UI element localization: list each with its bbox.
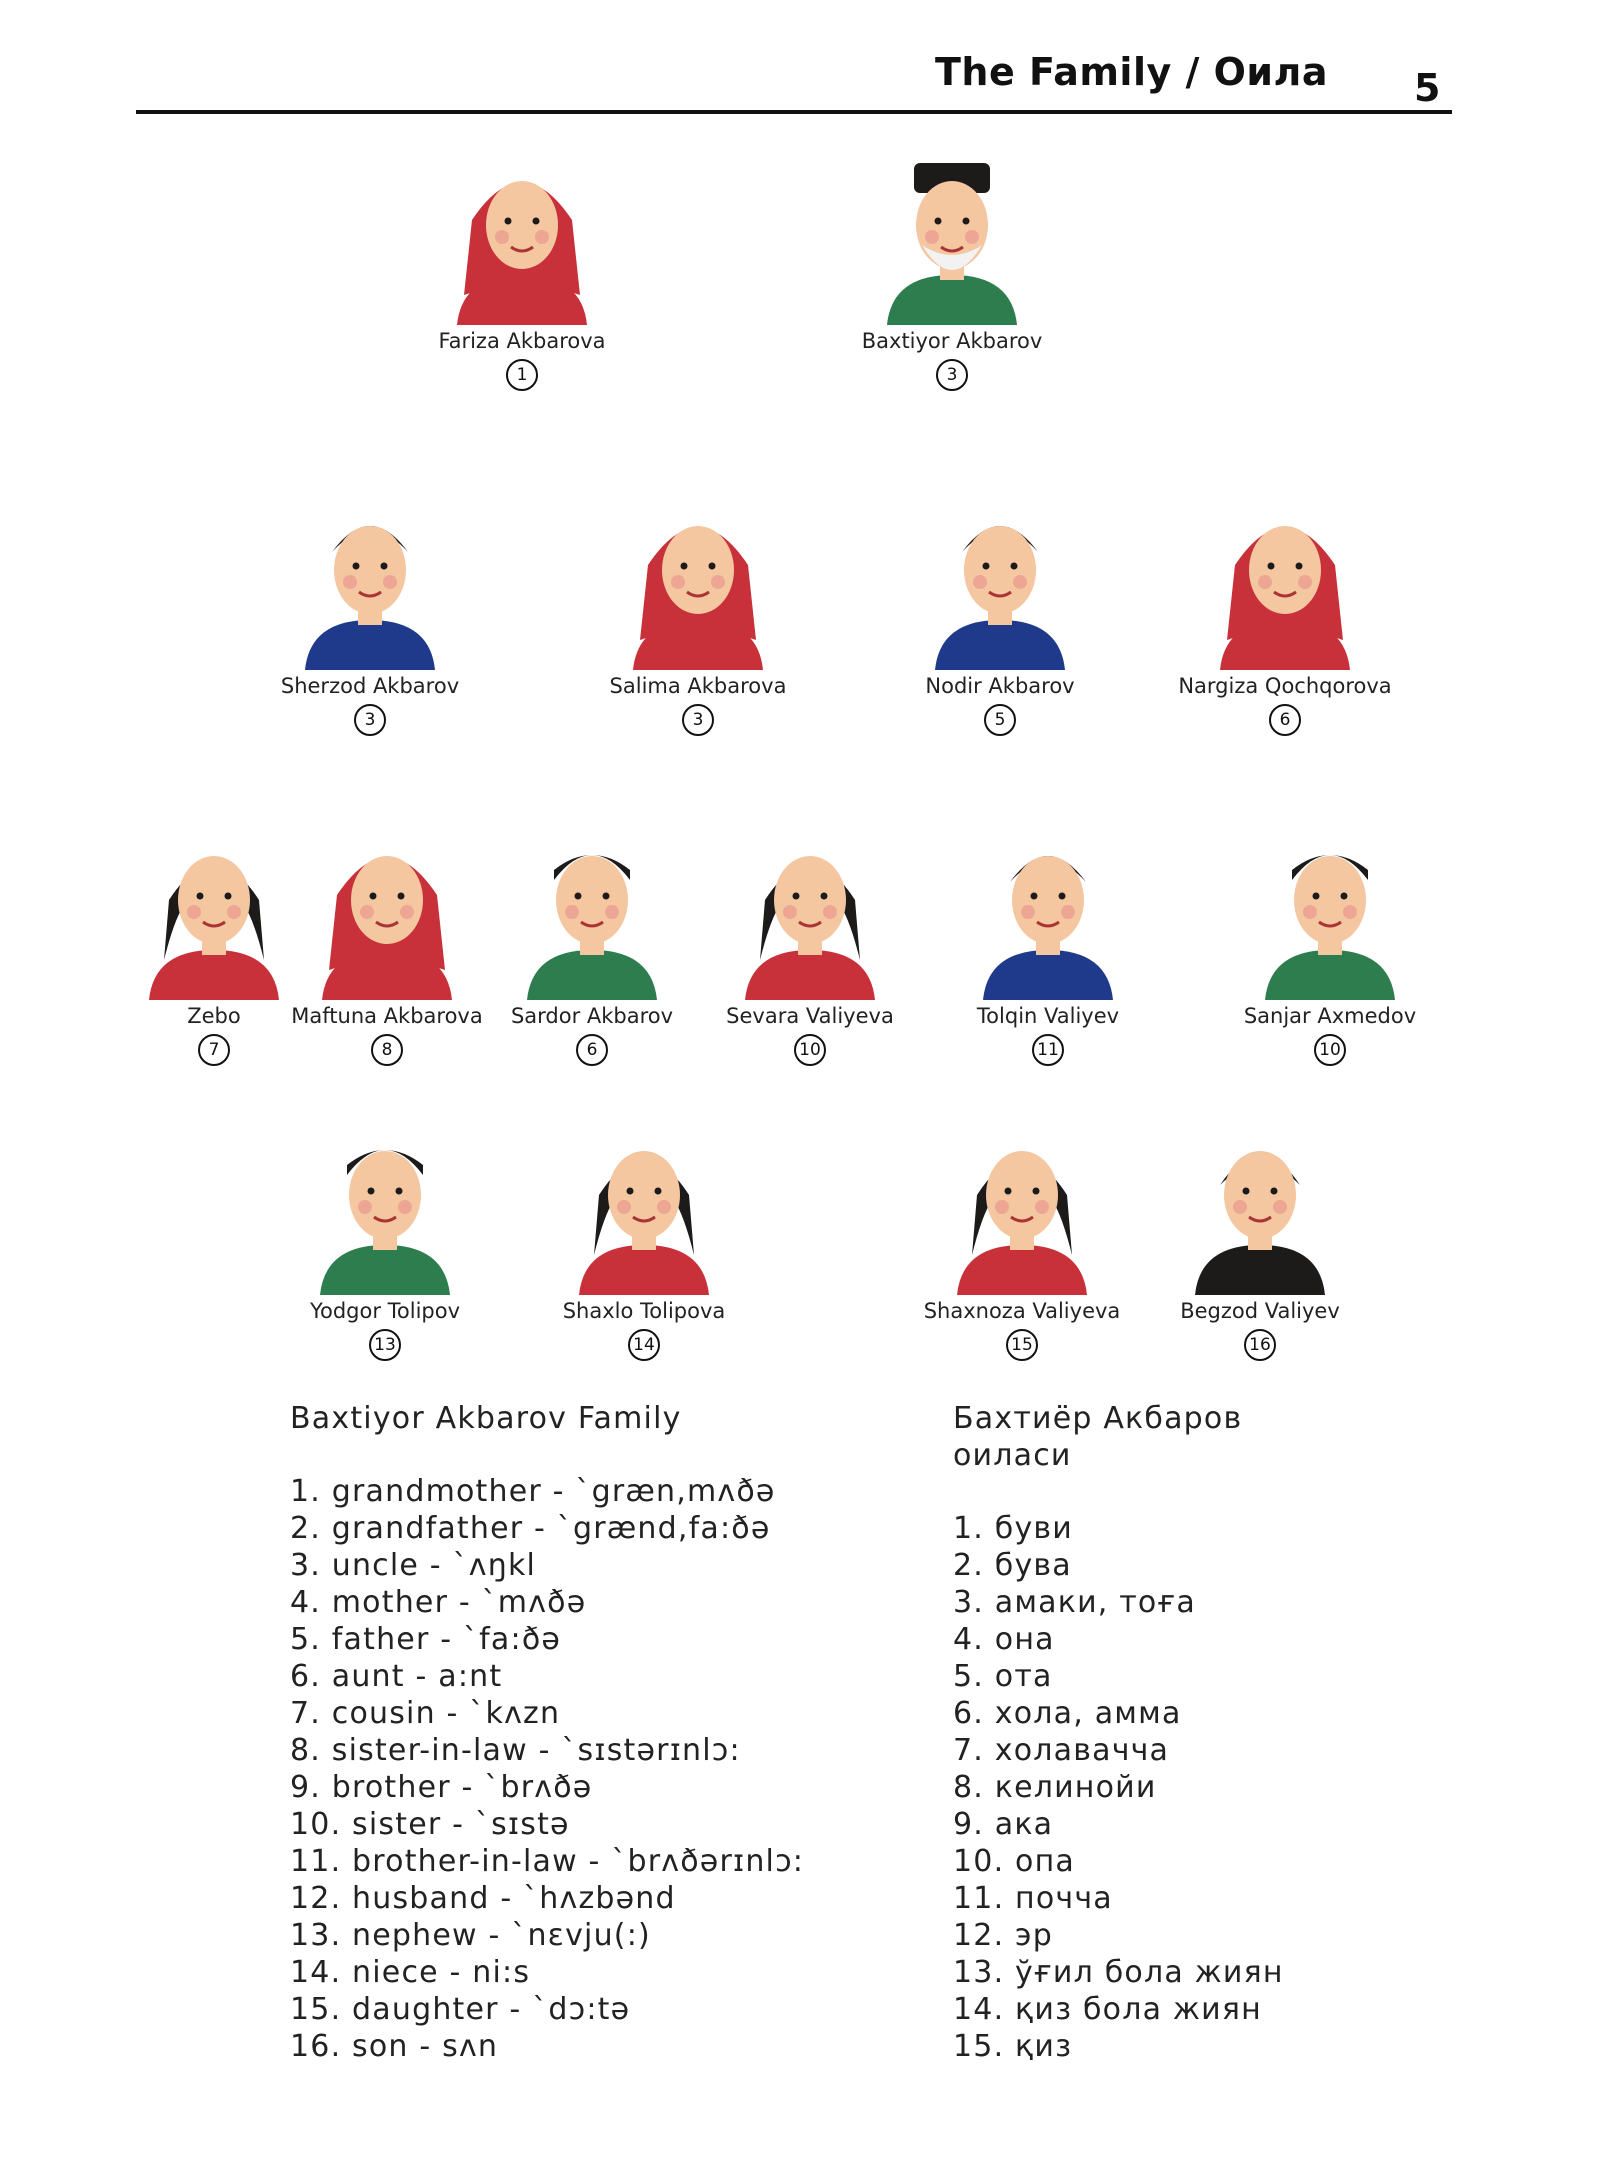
vocab-item: 12. эр (953, 1918, 1053, 1953)
vocab-item: 9. ака (953, 1807, 1054, 1842)
family-member (250, 470, 490, 736)
member-number-badge: 3 (936, 359, 968, 391)
woman-portrait-icon (1185, 470, 1385, 670)
boy-portrait-icon (285, 1095, 485, 1295)
family-member (880, 470, 1120, 736)
member-name: Fariza Akbarova (438, 329, 606, 353)
man-portrait-icon (900, 470, 1100, 670)
member-name: Baxtiyor Akbarov (861, 329, 1043, 353)
member-name: Sardor Akbarov (510, 1004, 674, 1028)
page-title: The Family / Оила (934, 50, 1328, 94)
vocab-item: 5. father - `fa:ðə (290, 1622, 562, 1657)
boy-sketch-portrait-icon (1160, 1095, 1360, 1295)
english-word-list (290, 1473, 804, 2065)
family-member (524, 1095, 764, 1361)
vocab-item: 7. cousin - `kʌzn (290, 1696, 561, 1731)
member-name: Begzod Valiyev (1180, 1299, 1340, 1323)
vocab-item: 13. ўғил бола жиян (953, 1955, 1284, 1990)
member-name: Sanjar Axmedov (1243, 1004, 1417, 1028)
family-member (267, 800, 507, 1066)
english-heading: Baxtiyor Akbarov Family (290, 1401, 682, 1436)
member-number-badge: 8 (371, 1034, 403, 1066)
grandmother-portrait-icon (422, 125, 622, 325)
vocab-item: 6. хола, амма (953, 1696, 1182, 1731)
woman-portrait-icon (598, 470, 798, 670)
girl-portrait-icon (710, 800, 910, 1000)
member-name: Maftuna Akbarova (291, 1004, 483, 1028)
member-number-badge: 10 (1314, 1034, 1346, 1066)
family-member (578, 470, 818, 736)
member-number-badge: 1 (506, 359, 538, 391)
member-number-badge: 6 (576, 1034, 608, 1066)
man-portrait-icon (270, 470, 470, 670)
vocab-item: 12. husband - `hʌzbənd (290, 1881, 676, 1916)
english-vocabulary (290, 1400, 804, 2065)
uzbek-vocabulary (953, 1400, 1284, 2065)
member-name: Zebo (187, 1004, 241, 1028)
vocab-item: 8. келинойи (953, 1770, 1157, 1805)
vocab-item: 7. холавачча (953, 1733, 1170, 1768)
header-divider (136, 110, 1452, 114)
vocab-item: 1. буви (953, 1511, 1073, 1546)
family-member (265, 1095, 505, 1361)
member-name: Shaxlo Tolipova (562, 1299, 726, 1323)
family-member (690, 800, 930, 1066)
member-number-badge: 16 (1244, 1329, 1276, 1361)
boy-portrait-icon (1230, 800, 1430, 1000)
member-number-badge: 3 (354, 704, 386, 736)
vocab-item: 3. амаки, тоға (953, 1585, 1196, 1620)
vocab-item: 9. brother - `brʌðə (290, 1770, 593, 1805)
member-name: Nodir Akbarov (925, 674, 1075, 698)
vocab-item: 10. sister - `sɪstə (290, 1807, 570, 1842)
family-member (1210, 800, 1450, 1066)
member-name: Shaxnoza Valiyeva (923, 1299, 1121, 1323)
vocab-item: 16. son - sʌn (290, 2029, 499, 2064)
family-member (402, 125, 642, 391)
vocab-item: 2. grandfather - `grænd,fa:ðə (290, 1511, 771, 1546)
family-member (902, 1095, 1142, 1361)
member-number-badge: 14 (628, 1329, 660, 1361)
vocab-item: 6. aunt - a:nt (290, 1659, 503, 1694)
member-name: Sherzod Akbarov (280, 674, 460, 698)
member-number-badge: 13 (369, 1329, 401, 1361)
vocab-item: 11. brother-in-law - `brʌðərɪnlɔ: (290, 1844, 805, 1879)
member-name: Salima Akbarova (609, 674, 787, 698)
grandfather-portrait-icon (852, 125, 1052, 325)
family-member (1165, 470, 1405, 736)
woman-portrait-icon (287, 800, 487, 1000)
page-number: 5 (1414, 66, 1441, 110)
member-number-badge: 6 (1269, 704, 1301, 736)
family-member (1140, 1095, 1380, 1361)
girl-portrait-icon (544, 1095, 744, 1295)
member-number-badge: 15 (1006, 1329, 1038, 1361)
vocab-item: 2. бува (953, 1548, 1072, 1583)
girl-portrait-icon (922, 1095, 1122, 1295)
boy-portrait-icon (492, 800, 692, 1000)
uzbek-word-list (953, 1510, 1284, 2065)
vocab-item: 4. она (953, 1622, 1055, 1657)
vocab-item: 14. қиз бола жиян (953, 1992, 1262, 2027)
member-number-badge: 5 (984, 704, 1016, 736)
vocab-item: 3. uncle - `ʌŋkl (290, 1548, 537, 1583)
member-name: Tolqin Valiyev (976, 1004, 1120, 1028)
family-member (472, 800, 712, 1066)
family-member (832, 125, 1072, 391)
uzbek-heading: Бахтиёр Акбаров оиласи (953, 1401, 1243, 1473)
vocab-item: 15. қиз (953, 2029, 1073, 2064)
vocab-item: 8. sister-in-law - `sɪstərɪnlɔ: (290, 1733, 741, 1768)
man-portrait-icon (948, 800, 1148, 1000)
vocab-item: 13. nephew - `nɛvju(:) (290, 1918, 651, 1953)
vocab-item: 1. grandmother - `græn,mʌðə (290, 1474, 776, 1509)
vocab-item: 10. опа (953, 1844, 1075, 1879)
member-name: Nargiza Qochqorova (1178, 674, 1392, 698)
member-number-badge: 3 (682, 704, 714, 736)
member-name: Yodgor Tolipov (309, 1299, 461, 1323)
vocab-item: 4. mother - `mʌðə (290, 1585, 587, 1620)
family-member (928, 800, 1168, 1066)
member-name: Sevara Valiyeva (726, 1004, 894, 1028)
vocab-item: 14. niece - ni:s (290, 1955, 531, 1990)
vocab-item: 5. ота (953, 1659, 1053, 1694)
vocab-item: 11. почча (953, 1881, 1113, 1916)
member-number-badge: 11 (1032, 1034, 1064, 1066)
member-number-badge: 7 (198, 1034, 230, 1066)
vocab-item: 15. daughter - `dɔ:tə (290, 1992, 631, 2027)
member-number-badge: 10 (794, 1034, 826, 1066)
